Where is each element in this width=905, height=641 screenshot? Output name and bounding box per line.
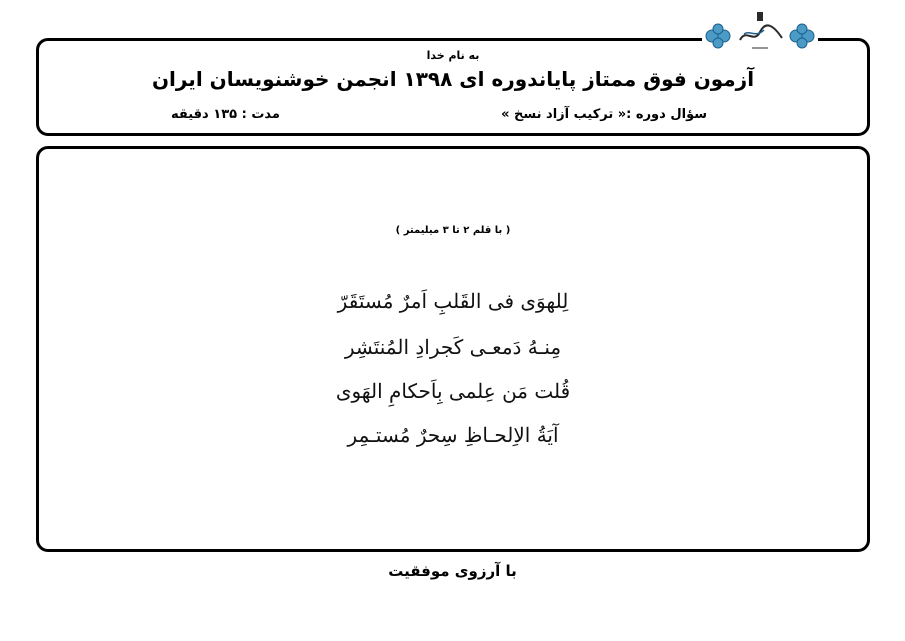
pen-size-note: ( با قلم ۲ تا ۳ میلیمتر ) <box>395 225 511 236</box>
verse-line: قُلت مَن عِلمی بِاَحکامِ الهَوی <box>335 379 571 403</box>
duration-line: مدت : ۱۳۵ دقیقه <box>171 107 280 122</box>
bismillah: به نام خدا <box>426 49 480 62</box>
verse-line: آیَةُ الاِلحـاظِ سِحرٌ مُستـمِر <box>347 423 559 447</box>
exam-title: آزمون فوق ممتاز پایاندوره ای ۱۳۹۸ انجمن خوشنویسان ایران <box>151 67 755 91</box>
verse-line: مِنـهُ دَمعـی کَجرادِ المُنتَشِر <box>344 335 562 359</box>
association-logo-icon <box>702 10 818 54</box>
verse-line: لِلهوَی فی القَلبِ اَمرٌ مُستَقَرّ <box>337 289 569 313</box>
logo-graphic <box>702 10 818 54</box>
question-line: سؤال دوره :« ترکیب آزاد نسخ » <box>501 107 707 122</box>
closing-wish: با آرزوی موفقیت <box>388 562 517 580</box>
content-box <box>36 146 870 552</box>
